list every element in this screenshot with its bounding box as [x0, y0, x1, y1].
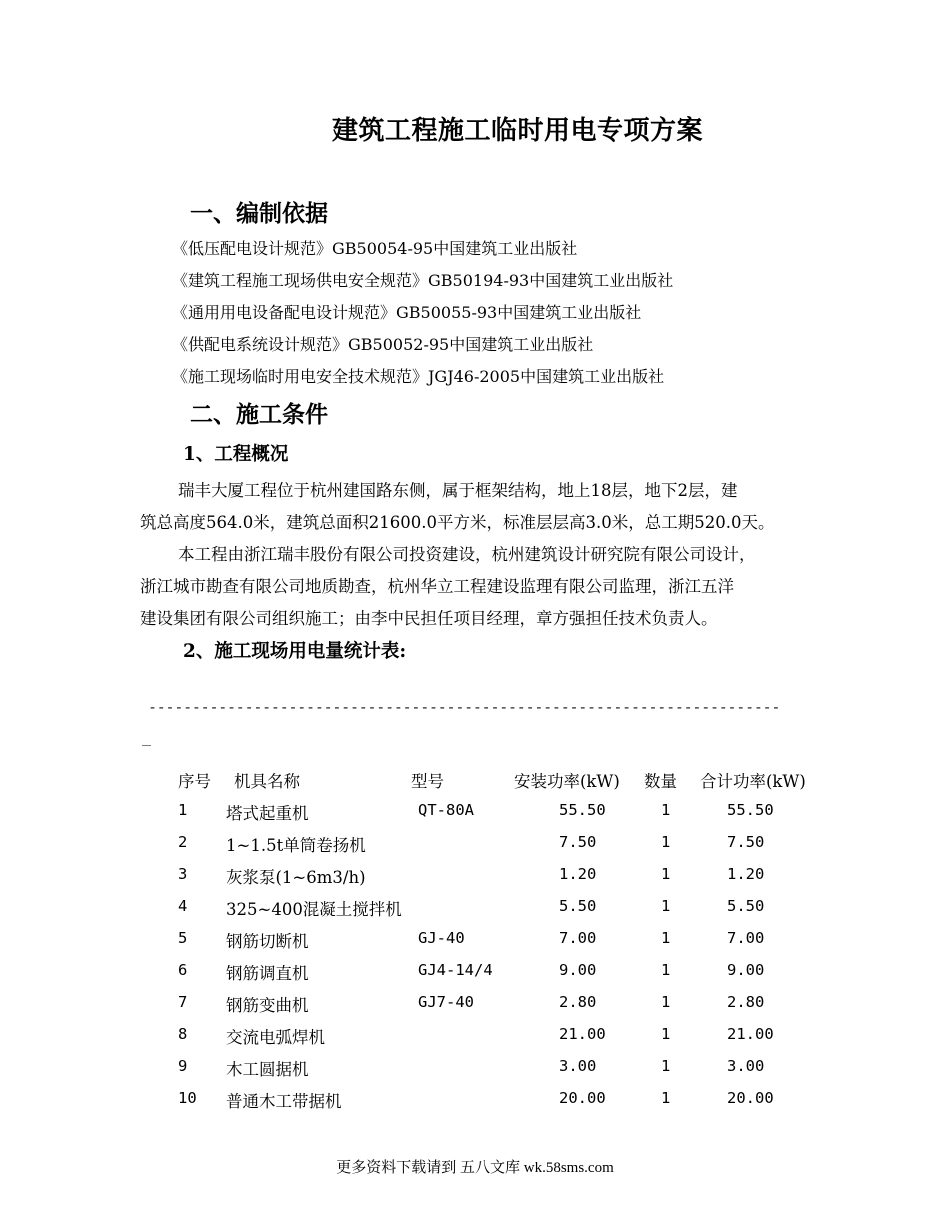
section-heading-basis: 一、编制依据	[190, 200, 328, 227]
table-cell-quantity: 1	[661, 801, 671, 819]
table-cell-install-power: 7.00	[559, 929, 597, 947]
reference-item: 《施工现场临时用电安全技术规范》JGJ46-2005中国建筑工业出版社	[172, 367, 665, 386]
table-cell-total-power: 5.50	[727, 897, 765, 915]
table-cell-total-power: 21.00	[727, 1025, 774, 1043]
table-cell-install-power: 1.20	[559, 865, 597, 883]
table-cell-index: 8	[178, 1025, 188, 1043]
overview-paragraph-line: 筑总高度564.0米，建筑总面积21600.0平方米，标准层层高3.0米，总工期520.0天。	[140, 513, 775, 532]
table-cell-quantity: 1	[661, 1089, 671, 1107]
table-cell-index: 2	[178, 833, 188, 851]
table-cell-quantity: 1	[661, 929, 671, 947]
table-cell-total-power: 1.20	[727, 865, 765, 883]
table-cell-quantity: 1	[661, 1025, 671, 1043]
table-cell-quantity: 1	[661, 833, 671, 851]
dashed-divider-tail: _	[142, 728, 151, 746]
subsection-heading-overview: 1、工程概况	[183, 444, 289, 465]
table-cell-quantity: 1	[661, 897, 671, 915]
table-header-quantity: 数量	[644, 772, 677, 791]
table-cell-install-power: 20.00	[559, 1089, 606, 1107]
table-header-index: 序号	[178, 772, 211, 791]
table-cell-index: 9	[178, 1057, 188, 1075]
table-cell-install-power: 55.50	[559, 801, 606, 819]
table-cell-index: 7	[178, 993, 188, 1011]
reference-item: 《通用用电设备配电设计规范》GB50055-93中国建筑工业出版社	[172, 303, 642, 322]
page-footer: 更多资料下载请到 五八文库 wk.58sms.com	[336, 1160, 614, 1176]
table-cell-name: 塔式起重机	[226, 804, 309, 823]
table-cell-total-power: 55.50	[727, 801, 774, 819]
table-cell-index: 10	[178, 1089, 197, 1107]
table-cell-install-power: 3.00	[559, 1057, 597, 1075]
table-cell-name: 钢筋调直机	[226, 964, 309, 983]
reference-item: 《建筑工程施工现场供电安全规范》GB50194-93中国建筑工业出版社	[172, 271, 674, 290]
table-cell-install-power: 2.80	[559, 993, 597, 1011]
table-cell-install-power: 9.00	[559, 961, 597, 979]
overview-paragraph-line: 瑞丰大厦工程位于杭州建国路东侧，属于框架结构，地上18层，地下2层，建	[178, 481, 738, 500]
table-cell-install-power: 5.50	[559, 897, 597, 915]
table-cell-index: 3	[178, 865, 188, 883]
table-cell-name: 普通木工带据机	[226, 1092, 342, 1111]
table-cell-quantity: 1	[661, 993, 671, 1011]
table-header-install-power: 安装功率(kW)	[514, 772, 620, 791]
table-cell-total-power: 9.00	[727, 961, 765, 979]
table-cell-quantity: 1	[661, 1057, 671, 1075]
overview-paragraph-line: 建设集团有限公司组织施工；由李中民担任项目经理，章方强担任技术负责人。	[140, 609, 718, 628]
table-cell-total-power: 7.50	[727, 833, 765, 851]
dashed-divider: ------------------------------------------------------------------------	[148, 698, 781, 716]
table-cell-name: 325~400混凝土搅拌机	[226, 900, 402, 919]
table-cell-quantity: 1	[661, 865, 671, 883]
table-cell-total-power: 2.80	[727, 993, 765, 1011]
table-cell-install-power: 7.50	[559, 833, 597, 851]
table-cell-model: QT-80A	[418, 801, 474, 819]
table-cell-name: 钢筋切断机	[226, 932, 309, 951]
table-cell-total-power: 3.00	[727, 1057, 765, 1075]
section-heading-conditions: 二、施工条件	[190, 401, 328, 428]
table-cell-index: 4	[178, 897, 188, 915]
table-cell-name: 1~1.5t单筒卷扬机	[226, 836, 366, 855]
table-cell-total-power: 20.00	[727, 1089, 774, 1107]
table-cell-name: 交流电弧焊机	[226, 1028, 325, 1047]
table-header-name: 机具名称	[234, 772, 300, 791]
table-cell-install-power: 21.00	[559, 1025, 606, 1043]
table-header-model: 型号	[411, 772, 444, 791]
document-title: 建筑工程施工临时用电专项方案	[331, 116, 703, 146]
table-cell-quantity: 1	[661, 961, 671, 979]
table-cell-model: GJ7-40	[418, 993, 474, 1011]
table-cell-name: 木工圆据机	[226, 1060, 309, 1079]
table-cell-model: GJ-40	[418, 929, 465, 947]
reference-item: 《供配电系统设计规范》GB50052-95中国建筑工业出版社	[172, 335, 594, 354]
table-cell-name: 钢筋变曲机	[226, 996, 309, 1015]
subsection-heading-power-table: 2、施工现场用电量统计表:	[183, 641, 407, 662]
overview-paragraph-line: 浙江城市勘查有限公司地质勘查，杭州华立工程建设监理有限公司监理，浙江五洋	[140, 577, 734, 596]
table-cell-total-power: 7.00	[727, 929, 765, 947]
table-cell-name: 灰浆泵(1~6m3/h)	[226, 868, 366, 887]
table-cell-model: GJ4-14/4	[418, 961, 493, 979]
overview-paragraph-line: 本工程由浙江瑞丰股份有限公司投资建设，杭州建筑设计研究院有限公司设计，	[178, 545, 756, 564]
table-cell-index: 5	[178, 929, 188, 947]
table-cell-index: 6	[178, 961, 188, 979]
reference-item: 《低压配电设计规范》GB50054-95中国建筑工业出版社	[172, 239, 578, 258]
table-header-total-power: 合计功率(kW)	[700, 772, 806, 791]
table-cell-index: 1	[178, 801, 188, 819]
